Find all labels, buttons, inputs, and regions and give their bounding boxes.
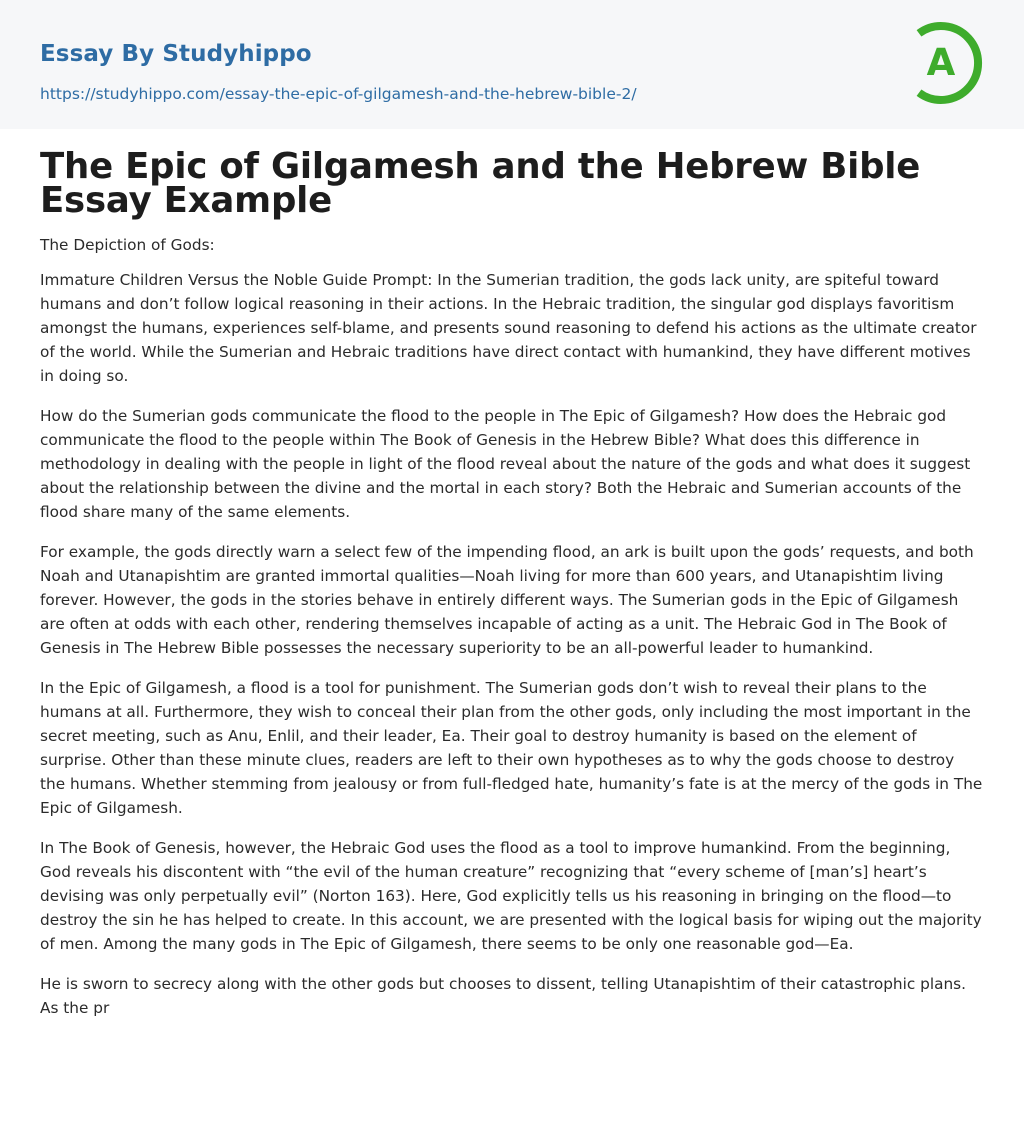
site-header [0,0,1024,129]
article-paragraph: For example, the gods directly warn a select few of the impending flood, an ark is built upon the gods’ requests, and both Noah and Utanapishtim are granted immortal qualities—Noah living for more than 600 years, and Utanapishtim living forever. However, the gods in the stories behave in entirely different ways. The Sumerian gods in the Epic of Gilgamesh are often at odds with each other, rendering themselves incapable of acting as a unit. The Hebraic God in The Book of Genesis in The Hebrew Bible possesses the necessary superiority to be an all-powerful leader to humankind. [40,543,974,657]
logo-letter: A [926,41,956,84]
studyhippo-logo-icon[interactable] [912,20,986,106]
page-title: The Epic of Gilgamesh and the Hebrew Bible Essay Example [40,146,921,221]
article-paragraph: In The Book of Genesis, however, the Hebraic God uses the flood as a tool to improve humankind. From the beginning, God reveals his discontent with “the evil of the human creature” recognizing that “every scheme of [man’s] heart’s devising was only perpetually evil” (Norton 163). Here, God explicitly tells us his reasoning in bringing on the flood—to destroy the sin he has helped to create. In this account, we are presented with the logical basis for wiping out the majority of men. Among the many gods in The Epic of Gilgamesh, there seems to be only one reasonable god—Ea. [40,839,982,953]
article-subheading: The Depiction of Gods: [40,236,215,254]
article-paragraph: How do the Sumerian gods communicate the flood to the people in The Epic of Gilgamesh? How does the Hebraic god communicate the flood to the people within The Book of Genesis in the Hebrew Bible? What does this difference in methodology in dealing with the people in light of the flood reveal about the nature of the gods and what does it suggest about the relationship between the divine and the mortal in each story? Both the Hebraic and Sumerian accounts of the flood share many of the same elements. [40,407,971,521]
article-paragraph: In the Epic of Gilgamesh, a flood is a tool for punishment. The Sumerian gods don’t wish to reveal their plans to the humans at all. Furthermore, they wish to conceal their plan from the other gods, only including the most important in the secret meeting, such as Anu, Enlil, and their leader, Ea. Their goal to destroy humanity is based on the element of surprise. Other than these minute clues, readers are left to their own hypotheses as to why the gods choose to destroy the humans. Whether stemming from jealousy or from full-fledged hate, humanity’s fate is at the mercy of the gods in The Epic of Gilgamesh. [40,679,983,817]
article-paragraph: Immature Children Versus the Noble Guide Prompt: In the Sumerian tradition, the gods lack unity, are spiteful toward humans and don’t follow logical reasoning in their actions. In the Hebraic tradition, the singular god displays favoritism amongst the humans, experiences self-blame, and presents sound reasoning to defend his actions as the ultimate creator of the world. While the Sumerian and Hebraic traditions have direct contact with humankind, they have different motives in doing so. [40,271,977,385]
article-paragraph: He is sworn to secrecy along with the other gods but chooses to dissent, telling Utanapishtim of their catastrophic plans. As the pr [40,975,967,1017]
site-title[interactable]: Essay By Studyhippo [40,41,312,67]
essay-url-link[interactable]: https://studyhippo.com/essay-the-epic-of-gilgamesh-and-the-hebrew-bible-2/ [40,85,637,103]
article [40,146,984,1020]
